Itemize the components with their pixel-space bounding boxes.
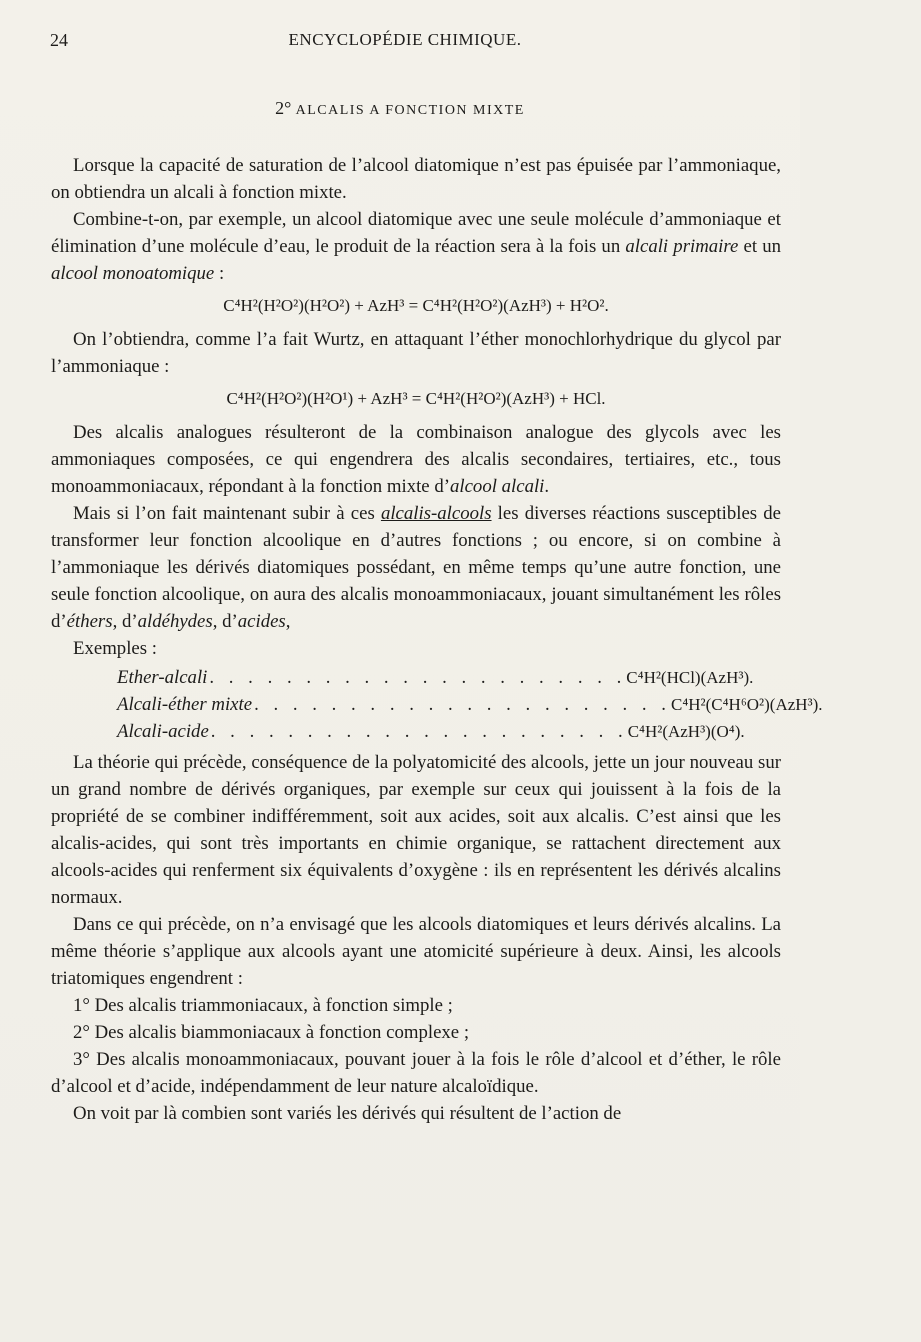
list-item: 2° Des alcalis biammoniacaux à fonction complexe ;	[73, 1022, 470, 1043]
italic-term: alcali primaire	[625, 236, 739, 257]
formula: C⁴H²(H²O²)(H²O¹) + AzH³ = C⁴H²(H²O²)(AzH³) + HCl.	[226, 389, 606, 408]
text-span: Des alcalis analogues résulteront de la combinaison analogue des glycols avec les ammoniaques composées, ce qui engendrera des alcalis secondaires, tertiaires, etc., tous monoammoniacaux, répondant à la fonction mixte d’	[51, 422, 781, 497]
paragraph	[51, 500, 781, 635]
example-row	[51, 664, 781, 691]
running-head: ENCYCLOPÉDIE CHIMIQUE.	[288, 30, 522, 49]
text-span: :	[214, 263, 225, 284]
text-span: ,	[285, 611, 291, 632]
text-span: les diverses réactions susceptibles de transformer leur fonction alcoolique en d’autres fonctions ; ou encore, si on combine à l’ammoniaque les dérivés diatomiques possédant, en même temps qu’une autre fonction, une seule fonction alcoolique, on aura des alcalis monoammoniacaux, jouant simultanément les rôles d’	[51, 503, 781, 632]
paragraph: La théorie qui précède, conséquence de la polyatomicité des alcools, jette un jour nouveau sur un grand nombre de dérivés organiques, par exemple sur ceux qui jouissent à la fois de la propriété de se combiner indifféremment, soit aux acides, soit aux alcalis. C’est ainsi que les alcalis-acides, qui sont très importants en chimie organique, se rattachent directement aux alcools-acides qui renferment six équivalents d’oxygène : ils en représentent les dérivés alcalins normaux.	[51, 752, 781, 908]
page-header	[50, 30, 760, 54]
leader-dots: . . . . . . . . . . . . . . . . . . . . . .	[209, 667, 627, 688]
paragraph	[51, 419, 781, 500]
leader-dots: . . . . . . . . . . . . . . . . . . . . . .	[254, 694, 671, 715]
paragraph: Dans ce qui précède, on n’a envisagé que les alcools diatomiques et leurs dérivés alcalins. La même théorie s’applique aux alcools ayant une atomicité supérieure à deux. Ainsi, les alcools triatomiques engendrent :	[51, 914, 781, 989]
example-formula: C⁴H²(AzH³)(O⁴).	[627, 722, 745, 741]
section-title-text: ALCALIS A FONCTION MIXTE	[295, 103, 525, 118]
example-row	[51, 718, 781, 745]
examples-label: Exemples :	[73, 638, 157, 659]
leader-dots: . . . . . . . . . . . . . . . . . . . . . .	[210, 721, 628, 742]
example-formula: C⁴H²(HCl)(AzH³).	[626, 668, 754, 687]
paragraph: On voit par là combien sont variés les dérivés qui résultent de l’action de	[73, 1103, 622, 1124]
text-span: .	[544, 476, 550, 497]
list-item: 3° Des alcalis monoammoniacaux, pouvant jouer à la fois le rôle d’alcool et d’éther, le rôle d’alcool et d’acide, indépendamment de leur nature alcaloïdique.	[51, 1049, 781, 1097]
paragraph	[51, 206, 781, 287]
italic-term: acides	[237, 611, 286, 632]
text-span: et un	[738, 236, 781, 257]
body-text	[51, 152, 823, 1127]
text-span: , d’	[212, 611, 238, 632]
section-title	[0, 98, 800, 119]
italic-term: alcalis-alcools	[380, 503, 492, 524]
example-formula: C⁴H²(C⁴H⁶O²)(AzH³).	[670, 695, 823, 714]
example-name: Alcali-éther mixte	[117, 694, 253, 715]
example-row	[51, 691, 823, 718]
italic-term: alcool alcali	[449, 476, 545, 497]
text-span: Mais si l’on fait maintenant subir à ces	[73, 503, 381, 524]
list-item: 1° Des alcalis triammoniacaux, à fonction simple ;	[73, 995, 453, 1016]
italic-term: éthers	[66, 611, 113, 632]
section-number: 2°	[275, 98, 292, 118]
paragraph: On l’obtiendra, comme l’a fait Wurtz, en attaquant l’éther monochlorhydrique du glycol par l’ammoniaque :	[51, 329, 781, 377]
formula: C⁴H²(H²O²)(H²O²) + AzH³ = C⁴H²(H²O²)(AzH³) + H²O².	[223, 296, 609, 315]
italic-term: alcool monoatomique	[51, 263, 215, 284]
text-span: Combine-t-on, par exemple, un alcool diatomique avec une seule molécule d’ammoniaque et élimination d’une molécule d’eau, le produit de la réaction sera à la fois un	[51, 209, 781, 257]
example-name: Ether-alcali	[117, 667, 208, 688]
examples-list	[51, 664, 823, 745]
paragraph: Lorsque la capacité de saturation de l’alcool diatomique n’est pas épuisée par l’ammoniaque, on obtiendra un alcali à fonction mixte.	[51, 155, 781, 203]
text-span: , d’	[112, 611, 138, 632]
italic-term: aldéhydes	[137, 611, 213, 632]
example-name: Alcali-acide	[117, 721, 209, 742]
page-number: 24	[50, 30, 68, 50]
